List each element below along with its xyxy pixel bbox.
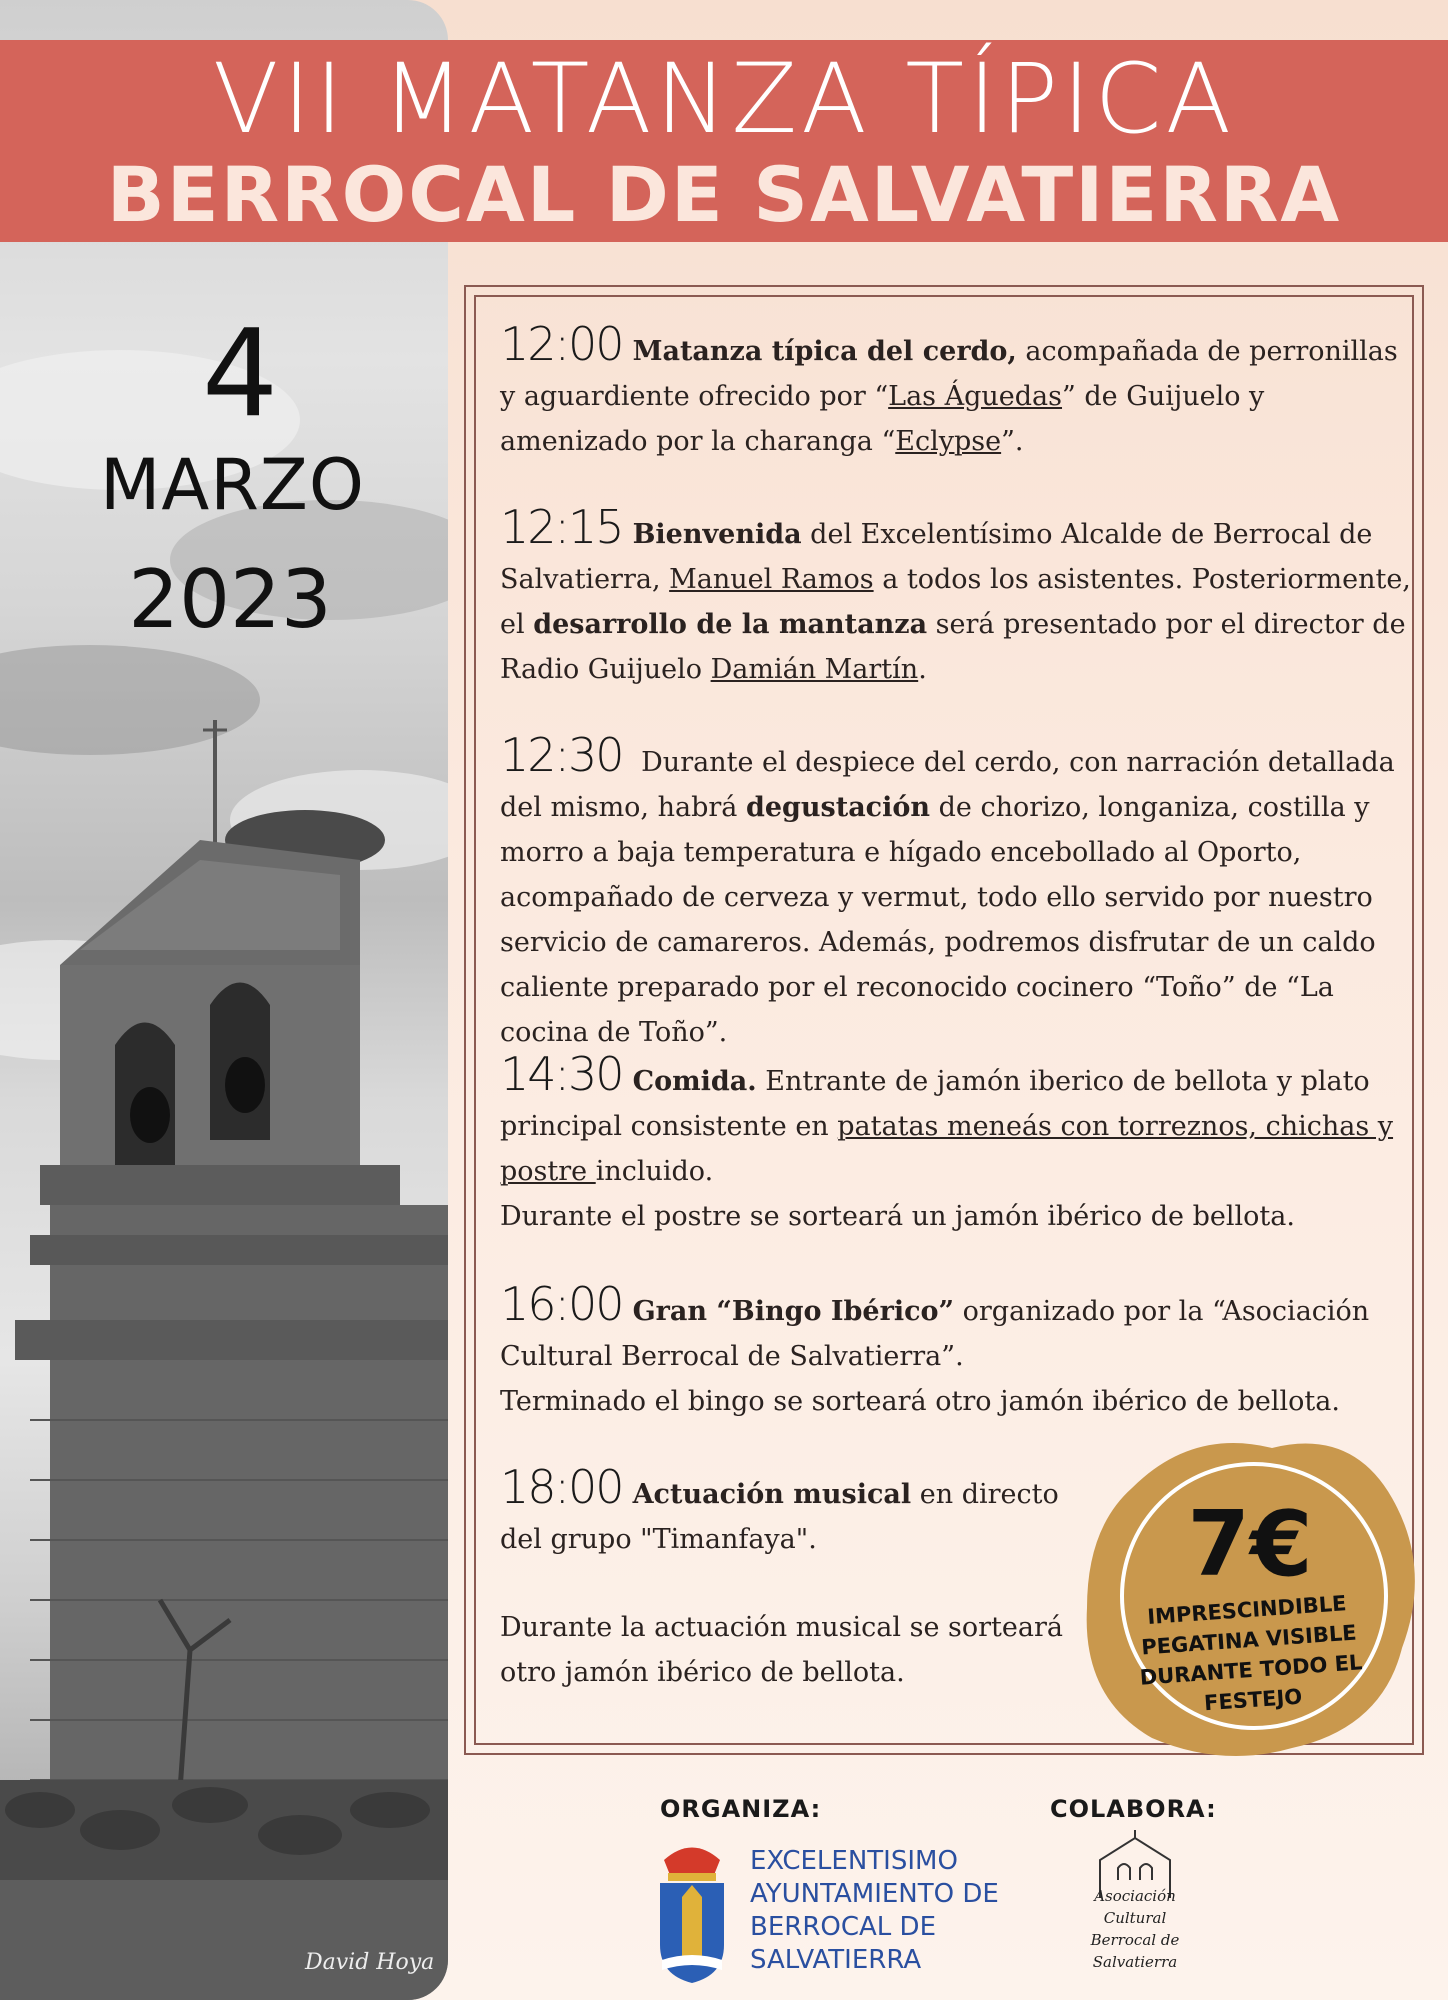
program-time: 18:00	[500, 1460, 623, 1514]
program-time: 12:15	[500, 500, 623, 554]
program-text: desarrollo de la mantanza	[533, 609, 928, 640]
program-text: ”.	[1001, 426, 1024, 457]
program-text: Terminado el bingo se sorteará otro jamón ibérico de bellota.	[500, 1386, 1340, 1417]
program-text: Gran “Bingo Ibérico”	[632, 1296, 955, 1327]
program-item	[500, 1277, 1415, 1424]
program-text: Actuación musical	[632, 1479, 912, 1510]
program-text: Damián Martín	[710, 654, 919, 685]
program-text: Matanza típica del cerdo,	[632, 336, 1017, 367]
program-text: a todos los asistentes. Posteriormente, el	[500, 564, 1411, 640]
program-time: 12:00	[500, 317, 623, 371]
price-amount: 7€	[1187, 1492, 1313, 1597]
program-time: 16:00	[500, 1277, 623, 1331]
program-item	[500, 1460, 1100, 1562]
program-text: de chorizo, longaniza, costilla y morro a baja temperatura e hígado encebollado al Oporto, acompañado de cerveza y vermut, todo ello servido por nuestro servicio de camareros. Además, podremos disfrutar de un caldo caliente preparado por el reconocido cocinero “Toño” de “La cocina de Toño”.	[500, 792, 1376, 1048]
date-year: 2023	[128, 553, 332, 646]
program-text: acompañada de perronillas y aguardiente ofrecido por “	[500, 336, 1398, 412]
program-text: en directo del grupo "Timanfaya".	[500, 1479, 1059, 1555]
date-month: MARZO	[100, 444, 365, 526]
program-text: del Excelentísimo Alcalde de Berrocal de Salvatierra,	[500, 519, 1373, 595]
program-text: .	[918, 654, 927, 685]
program-text: ” de Guijuelo y amenizado por la charanga “	[500, 381, 1265, 457]
program-text: Manuel Ramos	[669, 564, 874, 595]
program-text: Comida.	[632, 1066, 757, 1097]
program-text: Las Águedas	[888, 381, 1063, 412]
organiza-label: ORGANIZA:	[660, 1795, 822, 1823]
program-text: Bienvenida	[632, 519, 802, 550]
price-note: IMPRESCINDIBLE PEGATINA VISIBLE DURANTE TODO EL FESTEJO	[1138, 1591, 1364, 1716]
program-text: Entrante de jamón iberico de bellota y plato principal consistente en	[500, 1066, 1370, 1142]
page-subtitle: BERROCAL DE SALVATIERRA	[106, 150, 1342, 239]
program-item	[500, 1047, 1415, 1239]
program-text: incluido.	[595, 1156, 714, 1187]
program-text: degustación	[745, 792, 931, 823]
photo-signature: David Hoya	[305, 1950, 435, 1975]
page-title: VII MATANZA TÍPICA	[212, 43, 1236, 155]
program-text: Durante el postre se sorteará un jamón ibérico de bellota.	[500, 1201, 1295, 1232]
program-time: 14:30	[500, 1047, 623, 1101]
bell-tower-photo	[0, 0, 448, 2000]
program-text: Eclypse	[895, 426, 1002, 457]
program-time: 12:30	[500, 728, 623, 782]
coat-of-arms-icon	[652, 1835, 732, 1985]
program-text: patatas meneás con torreznos, chichas y postre	[500, 1111, 1394, 1187]
program-text: organizado por la “Asociación Cultural Berrocal de Salvatierra”.	[500, 1296, 1370, 1372]
program-text: Durante el despiece del cerdo, con narración detallada del mismo, habrá	[500, 747, 1395, 823]
date-day: 4	[201, 305, 279, 444]
ayuntamiento-name: EXCELENTISIMO AYUNTAMIENTO DE BERROCAL DE SALVATIERRA	[750, 1846, 999, 1975]
program-item	[500, 500, 1415, 692]
colabora-label: COLABORA:	[1050, 1795, 1217, 1823]
program-text: será presentado por el director de Radio Guijuelo	[500, 609, 1406, 685]
program-item-extra: Durante la actuación musical se sorteará otro jamón ibérico de bellota.	[500, 1612, 1063, 1688]
program-item	[500, 317, 1415, 464]
association-name: Asociación Cultural Berrocal de Salvatierra	[1090, 1887, 1180, 1971]
program-item	[500, 728, 1415, 1055]
